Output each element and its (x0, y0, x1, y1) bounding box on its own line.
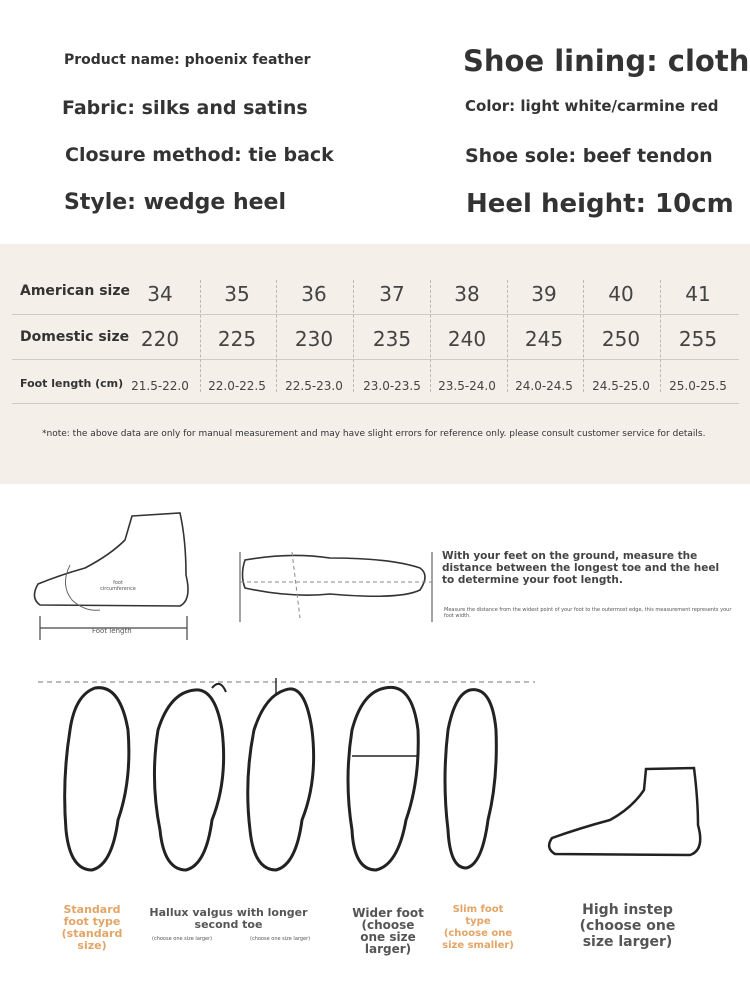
size-note: *note: the above data are only for manual measurement and may have slight errors for reference only. please consult customer service for details. (42, 429, 706, 439)
product-name: Product name: phoenix feather (64, 52, 311, 68)
size-chart-panel (0, 244, 750, 484)
table-cell: 250 (601, 327, 641, 351)
lining-spec: Shoe lining: cloth (463, 44, 750, 78)
table-divider (12, 314, 739, 315)
column-separator (430, 280, 431, 392)
table-cell: 22.5-23.0 (285, 379, 343, 393)
column-separator (353, 280, 354, 392)
table-cell: 23.5-24.0 (438, 379, 496, 393)
wider-foot-label: Wider foot (choose one size larger) (352, 906, 424, 956)
table-cell: 37 (379, 282, 405, 306)
table-cell: 35 (224, 282, 250, 306)
table-cell: 39 (531, 282, 557, 306)
column-separator (200, 280, 201, 392)
table-cell: 235 (372, 327, 412, 351)
row-label-american: American size (20, 283, 130, 299)
slim-foot-label: Slim foot type (choose one size smaller) (442, 904, 514, 951)
choose-larger-note: (choose one size larger) (250, 936, 311, 942)
table-divider (12, 359, 739, 360)
high-instep-label: High instep (choose one size larger) (579, 902, 676, 950)
fabric-spec: Fabric: silks and satins (62, 97, 308, 119)
table-divider (12, 403, 739, 404)
table-cell: 220 (140, 327, 180, 351)
foot-types-illustration (0, 670, 750, 880)
foot-circumference-label: foot circumference (100, 580, 136, 592)
column-separator (660, 280, 661, 392)
color-spec: Color: light white/carmine red (465, 97, 719, 115)
table-cell: 41 (685, 282, 711, 306)
table-cell: 22.0-22.5 (208, 379, 266, 393)
table-cell: 230 (294, 327, 334, 351)
table-cell: 255 (678, 327, 718, 351)
table-cell: 21.5-22.0 (131, 379, 189, 393)
row-label-foot-length: Foot length (cm) (20, 377, 124, 390)
foot-length-label: Foot length (92, 627, 132, 635)
column-separator (583, 280, 584, 392)
table-cell: 36 (301, 282, 327, 306)
closure-spec: Closure method: tie back (65, 144, 334, 166)
table-cell: 24.0-24.5 (515, 379, 573, 393)
heel-spec: Heel height: 10cm (466, 189, 734, 219)
table-cell: 24.5-25.0 (592, 379, 650, 393)
width-instruction: Measure the distance from the widest point of your foot to the outermost edge, this measurement represents your foot width. (444, 607, 732, 619)
standard-foot-label: Standard foot type (standard size) (61, 903, 123, 952)
table-cell: 40 (608, 282, 634, 306)
table-cell: 240 (447, 327, 487, 351)
sole-spec: Shoe sole: beef tendon (465, 145, 713, 167)
row-label-domestic: Domestic size (20, 329, 130, 345)
column-separator (276, 280, 277, 392)
length-instruction: With your feet on the ground, measure the distance between the longest toe and the heel to determine your foot length. (442, 550, 720, 586)
table-cell: 225 (217, 327, 257, 351)
table-cell: 25.0-25.5 (669, 379, 727, 393)
hallux-label: Hallux valgus with longer second toe (149, 906, 308, 931)
table-cell: 23.0-23.5 (363, 379, 421, 393)
table-cell: 34 (147, 282, 173, 306)
table-cell: 38 (454, 282, 480, 306)
style-spec: Style: wedge heel (64, 190, 286, 215)
column-separator (507, 280, 508, 392)
choose-larger-note: (choose one size larger) (152, 936, 213, 942)
table-cell: 245 (524, 327, 564, 351)
